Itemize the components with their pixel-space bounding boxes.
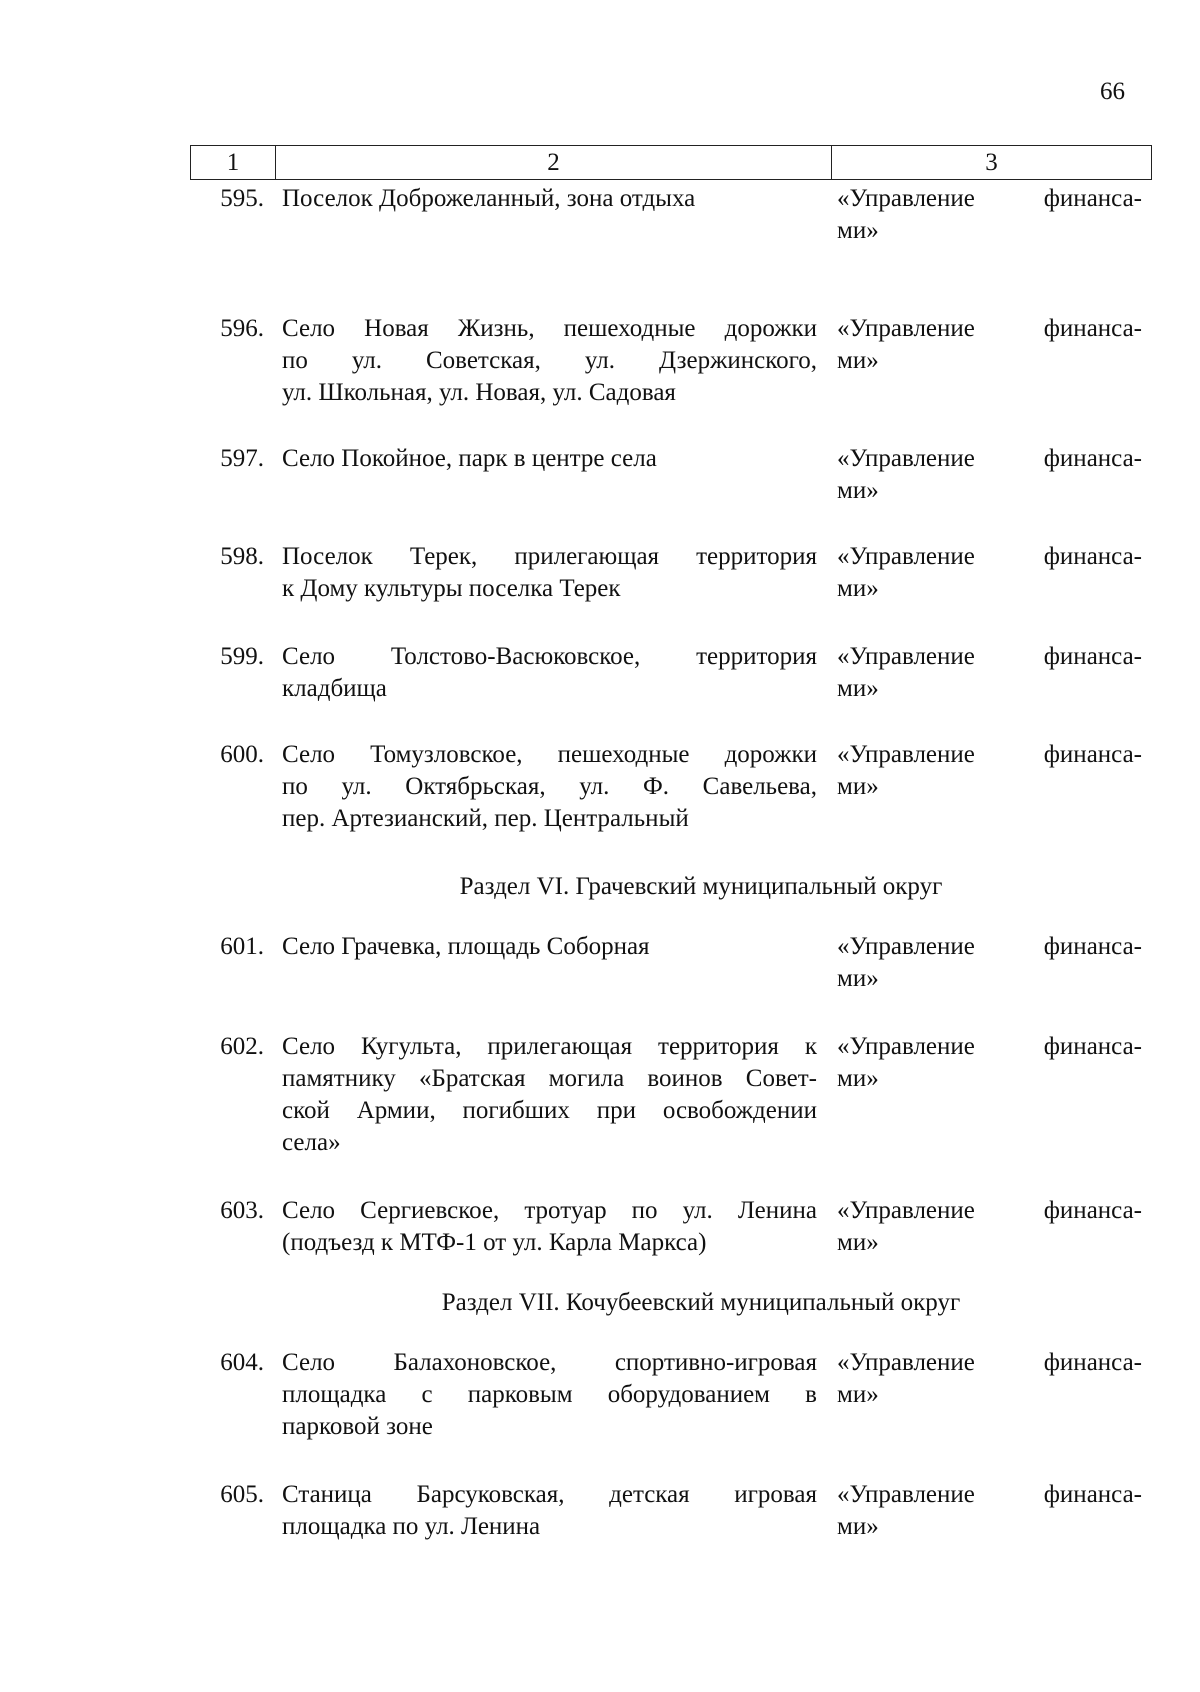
table-row xyxy=(190,443,1152,507)
responsible-word: ми» xyxy=(837,347,879,374)
description-line: Поселок Доброжеланный, зона отдыха xyxy=(282,185,696,212)
responsible-word: «Управление xyxy=(837,1197,975,1224)
description-line: площадка по ул. Ленина xyxy=(282,1513,541,1540)
row-description xyxy=(274,641,831,705)
description-line: Село Новая Жизнь, пешеходные дорожки xyxy=(282,315,817,342)
responsible-word: «Управление xyxy=(837,1033,975,1060)
responsible-word: «Управление xyxy=(837,1481,975,1508)
table-body xyxy=(190,183,1152,1543)
responsible-word: ми» xyxy=(837,1065,879,1092)
row-description xyxy=(274,443,831,507)
row-number: 601. xyxy=(220,933,264,960)
description-line: Село Кугульта, прилегающая территория к xyxy=(282,1033,817,1060)
responsible-word: ми» xyxy=(837,675,879,702)
responsible-word: финанса- xyxy=(1043,741,1142,768)
table-row xyxy=(190,1031,1152,1159)
responsible-word: финанса- xyxy=(1043,315,1142,342)
row-number: 603. xyxy=(220,1197,264,1224)
row-description xyxy=(274,1195,831,1259)
row-description xyxy=(274,1031,831,1159)
responsible-word: финанса- xyxy=(1043,1197,1142,1224)
table-row xyxy=(190,1479,1152,1543)
header-col-2: 2 xyxy=(276,146,832,179)
row-description xyxy=(274,739,831,835)
row-number: 602. xyxy=(220,1033,264,1060)
row-number: 595. xyxy=(220,185,264,212)
row-responsible xyxy=(831,183,1152,247)
responsible-word: ми» xyxy=(837,1513,879,1540)
table-row xyxy=(190,931,1152,995)
table-row xyxy=(190,313,1152,409)
row-number: 597. xyxy=(220,445,264,472)
responsible-word: «Управление xyxy=(837,643,975,670)
description-line: Село Покойное, парк в центре села xyxy=(282,445,657,472)
description-line: по ул. Октябрьская, ул. Ф. Савельева, xyxy=(282,773,817,800)
row-description xyxy=(274,183,831,247)
row-number: 600. xyxy=(220,741,264,768)
row-number: 599. xyxy=(220,643,264,670)
row-description xyxy=(274,313,831,409)
responsible-word: ми» xyxy=(837,477,879,504)
row-responsible xyxy=(831,641,1152,705)
row-description xyxy=(274,931,831,995)
section-heading: Раздел VII. Кочубеевский муниципальный округ xyxy=(441,1289,961,1316)
responsible-word: финанса- xyxy=(1043,185,1142,212)
responsible-word: финанса- xyxy=(1043,643,1142,670)
row-responsible xyxy=(831,1031,1152,1159)
description-line: пер. Артезианский, пер. Центральный xyxy=(282,805,689,832)
description-line: памятнику «Братская могила воинов Совет- xyxy=(282,1065,817,1092)
row-description xyxy=(274,541,831,605)
table-row xyxy=(190,541,1152,605)
description-line: Село Толстово-Васюковское, территория xyxy=(282,643,817,670)
responsible-word: «Управление xyxy=(837,445,975,472)
page-number: 66 xyxy=(1100,78,1125,105)
responsible-word: «Управление xyxy=(837,185,975,212)
section-heading: Раздел VI. Грачевский муниципальный округ xyxy=(459,873,943,900)
description-line: Село Томузловское, пешеходные дорожки xyxy=(282,741,817,768)
responsible-word: ми» xyxy=(837,1381,879,1408)
table-row xyxy=(190,641,1152,705)
description-line: Станица Барсуковская, детская игровая xyxy=(282,1481,817,1508)
description-line: по ул. Советская, ул. Дзержинского, xyxy=(282,347,817,374)
responsible-word: ми» xyxy=(837,1229,879,1256)
responsible-word: финанса- xyxy=(1043,1349,1142,1376)
description-line: (подъезд к МТФ-1 от ул. Карла Маркса) xyxy=(282,1229,707,1256)
row-responsible xyxy=(831,1479,1152,1543)
responsible-word: «Управление xyxy=(837,741,975,768)
responsible-word: финанса- xyxy=(1043,1481,1142,1508)
description-line: Село Сергиевское, тротуар по ул. Ленина xyxy=(282,1197,817,1224)
responsible-word: ми» xyxy=(837,965,879,992)
row-responsible xyxy=(831,443,1152,507)
responsible-word: ми» xyxy=(837,575,879,602)
row-description xyxy=(274,1479,831,1543)
row-description xyxy=(274,1347,831,1443)
description-line: ской Армии, погибших при освобождении xyxy=(282,1097,817,1124)
row-number: 598. xyxy=(220,543,264,570)
description-line: Село Грачевка, площадь Соборная xyxy=(282,933,650,960)
row-responsible xyxy=(831,541,1152,605)
row-responsible xyxy=(831,1347,1152,1443)
responsible-word: «Управление xyxy=(837,315,975,342)
description-line: Село Балахоновское, спортивно-игровая xyxy=(282,1349,817,1376)
header-col-3: 3 xyxy=(985,149,998,176)
table-row xyxy=(190,1195,1152,1259)
row-responsible xyxy=(831,313,1152,409)
row-number: 605. xyxy=(220,1481,264,1508)
responsible-word: ми» xyxy=(837,773,879,800)
table-header xyxy=(190,145,1152,180)
row-responsible xyxy=(831,1195,1152,1259)
table-row xyxy=(190,1347,1152,1443)
responsible-word: «Управление xyxy=(837,933,975,960)
header-col-1: 1 xyxy=(191,146,276,179)
responsible-word: финанса- xyxy=(1043,445,1142,472)
row-number: 596. xyxy=(220,315,264,342)
description-line: ул. Школьная, ул. Новая, ул. Садовая xyxy=(282,379,676,406)
responsible-word: финанса- xyxy=(1043,933,1142,960)
responsible-word: финанса- xyxy=(1043,543,1142,570)
description-line: парковой зоне xyxy=(282,1413,433,1440)
row-responsible xyxy=(831,931,1152,995)
responsible-word: ми» xyxy=(837,217,879,244)
description-line: Поселок Терек, прилегающая территория xyxy=(282,543,817,570)
responsible-word: «Управление xyxy=(837,543,975,570)
row-responsible xyxy=(831,739,1152,835)
description-line: площадка с парковым оборудованием в xyxy=(282,1381,817,1408)
description-line: села» xyxy=(282,1129,341,1156)
responsible-word: финанса- xyxy=(1043,1033,1142,1060)
responsible-word: «Управление xyxy=(837,1349,975,1376)
description-line: к Дому культуры поселка Терек xyxy=(282,575,621,602)
table-row xyxy=(190,739,1152,835)
table-row xyxy=(190,183,1152,247)
description-line: кладбища xyxy=(282,675,387,702)
row-number: 604. xyxy=(220,1349,264,1376)
